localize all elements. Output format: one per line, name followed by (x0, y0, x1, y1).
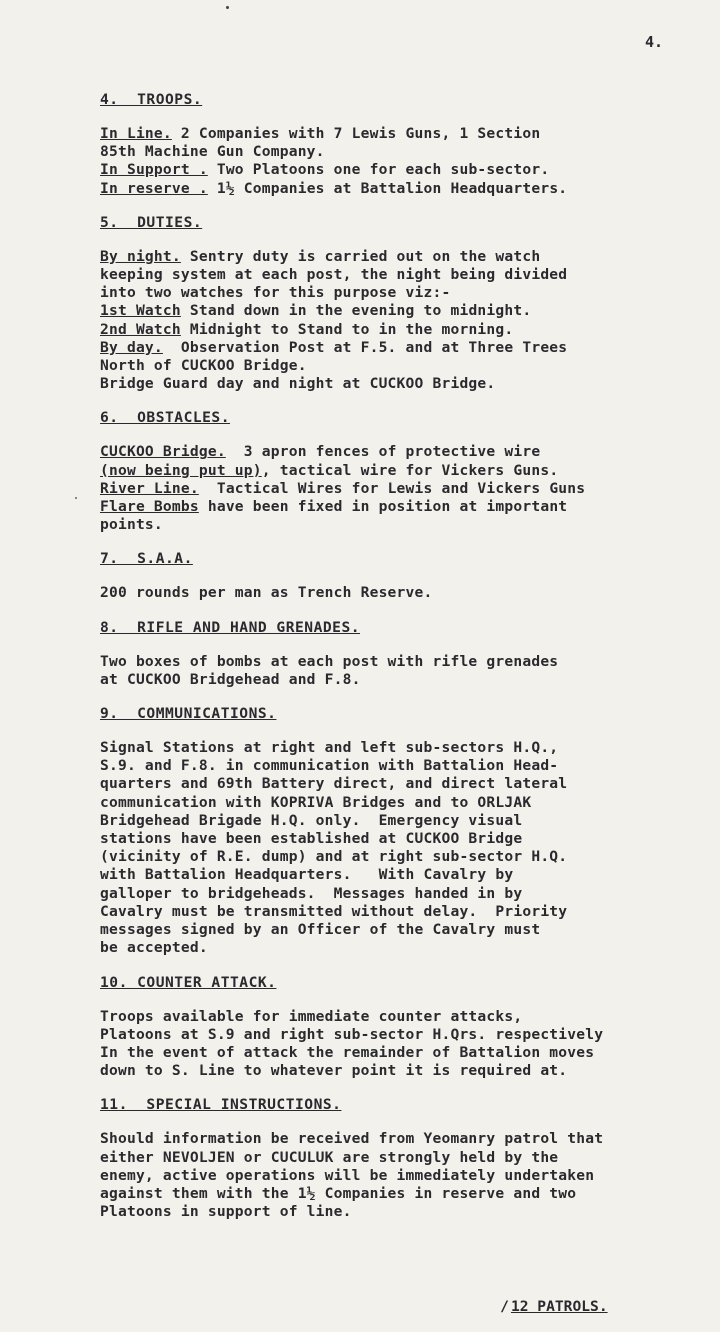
line-text: communication with KOPRIVA Bridges and to ORLJAK (100, 793, 532, 811)
section-obstacles (100, 409, 718, 534)
line-text: , tactical wire for Vickers Guns. (261, 461, 559, 479)
line-text: quarters and 69th Battery direct, and direct lateral (100, 775, 568, 793)
continuation-text: 12 PATROLS. (510, 1298, 608, 1315)
line-text: Stand down in the evening to midnight. (180, 302, 532, 320)
text-line (100, 1203, 718, 1221)
text-line (100, 180, 718, 198)
line-text: Signal Stations at right and left sub-sectors H.Q., (100, 739, 559, 757)
text-line (100, 516, 718, 534)
continuation-slash: / (500, 1298, 509, 1315)
line-text: either NEVOLJEN or CUCULUK are strongly held by the (100, 1148, 559, 1166)
continuation-note (465, 1281, 608, 1332)
text-line (100, 1008, 718, 1026)
text-line (100, 939, 718, 957)
text-line (100, 848, 718, 866)
page-number: 4. (645, 33, 664, 51)
text-line (100, 885, 718, 903)
line-text: stations have been established at CUCKOO Bridge (100, 830, 523, 848)
document-body (100, 91, 718, 1237)
text-line (100, 1062, 718, 1080)
line-text: Bridgehead Brigade H.Q. only. Emergency visual (100, 811, 523, 829)
text-line (100, 125, 718, 143)
line-text: Observation Post at F.5. and at Three Trees (162, 338, 568, 356)
text-line (100, 266, 718, 284)
text-line (100, 584, 718, 602)
line-text: In the event of attack the remainder of Battalion moves (100, 1043, 595, 1061)
line-text: messages signed by an Officer of the Cavalry must (100, 921, 541, 939)
section-duties (100, 214, 718, 394)
line-text: 1½ Companies at Battalion Headquarters. (207, 179, 568, 197)
line-text: enemy, active operations will be immediately undertaken (100, 1166, 595, 1184)
text-line (100, 757, 718, 775)
text-line (100, 1044, 718, 1062)
section-counter-attack (100, 974, 718, 1081)
line-text: points. (100, 516, 163, 534)
line-text: galloper to bridgeheads. Messages handed in by (100, 884, 523, 902)
section-heading: 8. RIFLE AND HAND GRENADES. (100, 618, 361, 636)
text-line (100, 375, 718, 393)
underlined-label: River Line. (100, 479, 199, 497)
section-heading: 5. DUTIES. (100, 213, 203, 231)
text-line (100, 480, 718, 498)
section-heading: 4. TROOPS. (100, 91, 203, 108)
text-line (100, 1130, 718, 1148)
text-line (100, 498, 718, 516)
text-line (100, 161, 718, 179)
line-text: be accepted. (100, 939, 208, 957)
line-text: S.9. and F.8. in communication with Battalion Head- (100, 757, 559, 775)
underlined-label: In reserve . (100, 179, 208, 197)
line-text: Platoons at S.9 and right sub-sector H.Qrs. respectively (100, 1025, 604, 1043)
text-line (100, 739, 718, 757)
text-line (100, 321, 718, 339)
line-text: North of CUCKOO Bridge. (100, 357, 307, 375)
line-text: Cavalry must be transmitted without delay. Priority (100, 902, 568, 920)
line-text: have been fixed in position at important (198, 498, 568, 516)
text-line (100, 143, 718, 161)
underlined-label: By night. (100, 247, 181, 265)
line-text: Sentry duty is carried out on the watch (180, 247, 541, 265)
line-text: Two Platoons one for each sub-sector. (207, 161, 550, 179)
underlined-label: 2nd Watch (100, 320, 181, 338)
line-text: Bridge Guard day and night at CUCKOO Bridge. (100, 375, 496, 393)
text-line (100, 1026, 718, 1044)
text-line (100, 671, 718, 689)
line-text: keeping system at each post, the night being divided (100, 266, 568, 284)
section-special-instructions (100, 1096, 718, 1221)
line-text: 2 Companies with 7 Lewis Guns, 1 Section (171, 125, 541, 142)
text-line (100, 812, 718, 830)
section-heading: 10. COUNTER ATTACK. (100, 973, 277, 991)
section-troops (100, 91, 718, 198)
section-communications (100, 705, 718, 957)
underlined-label: In Support . (100, 161, 208, 179)
section-saa (100, 550, 718, 602)
line-text: into two watches for this purpose viz:- (100, 284, 451, 302)
text-line (100, 653, 718, 671)
underlined-label: CUCKOO Bridge. (100, 443, 226, 461)
section-grenades (100, 619, 718, 689)
section-heading: 9. COMMUNICATIONS. (100, 705, 277, 723)
line-text: down to S. Line to whatever point it is required at. (100, 1062, 568, 1080)
ink-speck (75, 497, 77, 499)
text-line (100, 1167, 718, 1185)
line-text: (vicinity of R.E. dump) and at right sub-sector H.Q. (100, 848, 568, 866)
section-heading: 11. SPECIAL INSTRUCTIONS. (100, 1096, 342, 1114)
line-text: Platoons in support of line. (100, 1203, 352, 1221)
line-text: Tactical Wires for Lewis and Vickers Guns (198, 479, 586, 497)
underlined-label: In Line. (100, 125, 172, 142)
text-line (100, 248, 718, 266)
line-text: Should information be received from Yeomanry patrol that (100, 1130, 604, 1148)
underlined-label: Flare Bombs (100, 498, 199, 516)
ink-speck (226, 6, 229, 9)
section-heading: 7. S.A.A. (100, 550, 193, 568)
text-line (100, 357, 718, 375)
text-line (100, 1185, 718, 1203)
text-line (100, 830, 718, 848)
text-line (100, 462, 718, 480)
text-line (100, 921, 718, 939)
text-line (100, 794, 718, 812)
text-line (100, 866, 718, 884)
line-text: Two boxes of bombs at each post with rifle grenades (100, 652, 559, 670)
text-line (100, 302, 718, 320)
line-text: with Battalion Headquarters. With Cavalry by (100, 866, 514, 884)
line-text: 85th Machine Gun Company. (100, 143, 325, 161)
line-text: Midnight to Stand to in the morning. (180, 320, 514, 338)
line-text: Troops available for immediate counter attacks, (100, 1007, 523, 1025)
text-line (100, 903, 718, 921)
line-text: 3 apron fences of protective wire (225, 443, 541, 461)
underlined-label: (now being put up) (100, 461, 262, 479)
section-heading: 6. OBSTACLES. (100, 409, 231, 427)
line-text: 200 rounds per man as Trench Reserve. (100, 584, 433, 602)
line-text: at CUCKOO Bridgehead and F.8. (100, 670, 361, 688)
line-text: against them with the 1½ Companies in reserve and two (100, 1184, 577, 1202)
text-line (100, 284, 718, 302)
text-line (100, 339, 718, 357)
underlined-label: 1st Watch (100, 302, 181, 320)
text-line (100, 775, 718, 793)
text-line (100, 443, 718, 461)
underlined-label: By day. (100, 338, 163, 356)
text-line (100, 1149, 718, 1167)
